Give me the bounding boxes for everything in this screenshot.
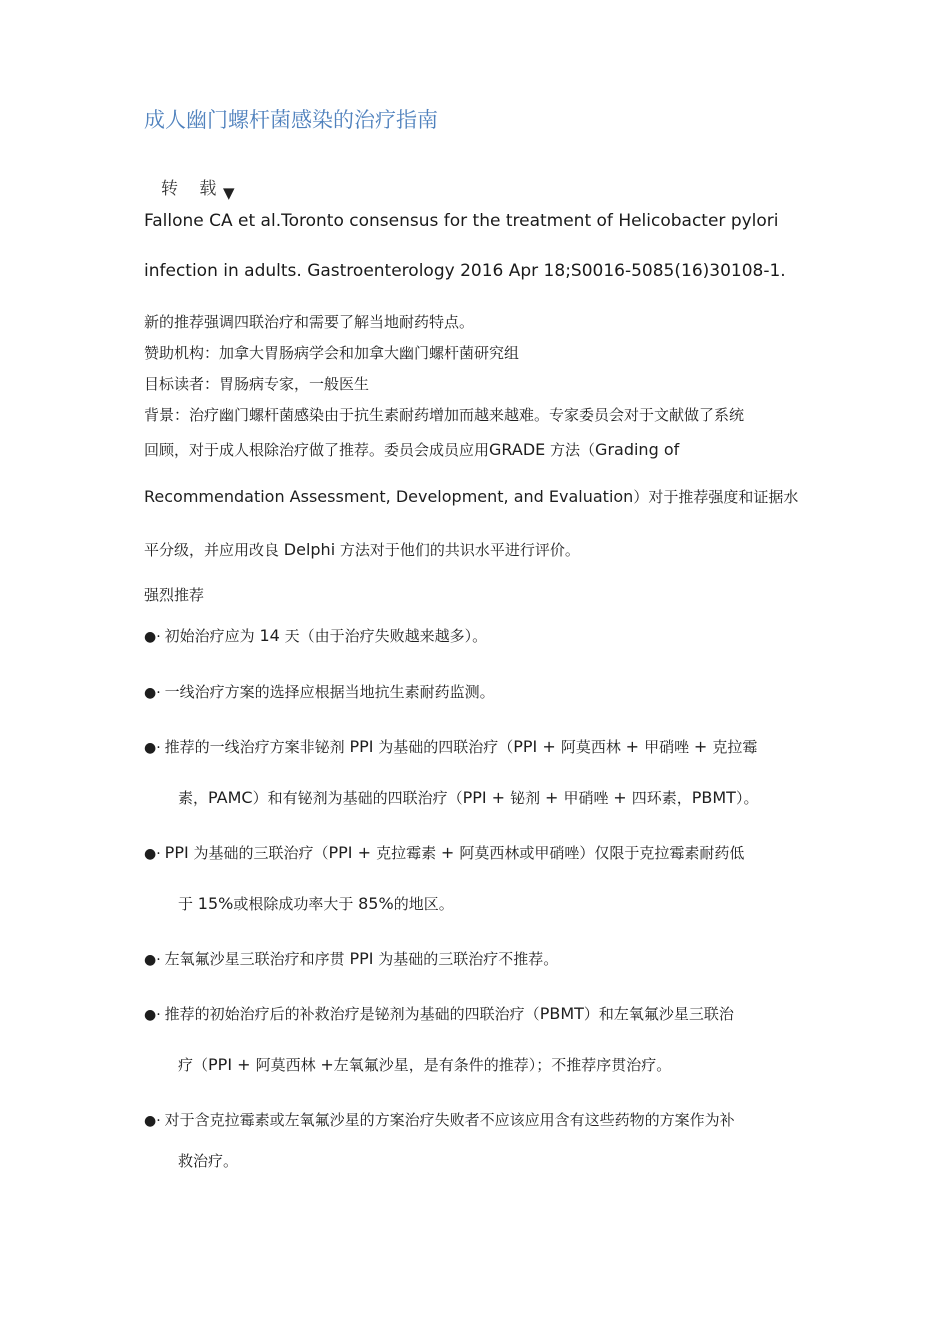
list-item	[144, 681, 495, 702]
list-item-text: +	[625, 737, 645, 756]
list-item-text: +	[693, 737, 713, 756]
list-item-text: 的地区。	[393, 895, 454, 913]
list-item-text: PPI +	[462, 788, 511, 807]
list-item-text: PBMT	[539, 1004, 584, 1023]
list-item-text: 铋剂	[510, 789, 545, 807]
list-item-text: 克拉霉素	[376, 844, 441, 862]
list-item-text: 为基础的三联治疗不推荐。	[373, 950, 559, 968]
background-line-4	[144, 539, 580, 560]
repost-label: 转 载	[161, 179, 225, 199]
list-item-text: 一线治疗方案的选择应根据当地抗生素耐药监测。	[164, 683, 495, 701]
list-item	[144, 1109, 735, 1130]
sponsor-line: 赞助机构：加拿大胃肠病学会和加拿大幽门螺杆菌研究组	[144, 344, 520, 362]
background-delphi: Delphi	[283, 540, 336, 559]
list-item-text: ）。	[735, 789, 759, 807]
list-item-text: 于	[178, 895, 198, 913]
list-item-text: 救治疗。	[178, 1152, 239, 1170]
list-item-text: 为基础的三联治疗（	[188, 844, 329, 862]
background-line-2	[144, 439, 679, 460]
list-item-text: 疗（	[178, 1056, 209, 1074]
background-recommendation: Recommendation Assessment, Development, and Evaluation	[144, 487, 634, 506]
list-item-text: 克拉霉	[712, 738, 758, 756]
bullet-icon: ●·	[144, 1113, 161, 1129]
page-title: 成人幽门螺杆菌感染的治疗指南	[144, 108, 438, 132]
list-item-text: ）和有铋剂为基础的四联治疗（	[252, 789, 463, 807]
list-item	[144, 1003, 734, 1024]
bullet-icon: ●·	[144, 952, 161, 968]
background-line-3	[144, 486, 798, 507]
list-item-text: +	[320, 1055, 334, 1074]
background-line-1: 背景：治疗幽门螺杆菌感染由于抗生素耐药增加而越来越难。专家委员会对于文献做了系统	[144, 406, 745, 424]
background-text: ）对于推荐强度和证据水	[633, 488, 799, 506]
bullet-icon: ●·	[144, 1007, 161, 1023]
list-item-continuation	[178, 893, 454, 914]
background-text: 回顾，对于成人根除治疗做了推荐。委员会成员应用	[144, 441, 490, 459]
background-text: 方法对于他们的共识水平进行评价。	[335, 541, 580, 559]
list-item-text: 为基础的四联治疗（	[373, 738, 514, 756]
list-item-text: PPI	[349, 737, 374, 756]
bullet-icon: ●·	[144, 685, 161, 701]
list-item-text: 四环素，	[631, 789, 692, 807]
list-item	[144, 736, 757, 757]
list-item-text: 85%	[358, 894, 394, 913]
list-item-text: 或根除成功率大于	[233, 895, 359, 913]
triangle-down-icon[interactable]: ▼	[223, 184, 235, 202]
background-grade: GRADE	[489, 440, 546, 459]
background-text: 方法（	[545, 441, 596, 459]
summary-line: 新的推荐强调四联治疗和需要了解当地耐药特点。	[144, 313, 475, 331]
list-item-text: PPI +	[208, 1055, 256, 1074]
list-item	[144, 625, 487, 646]
list-item-text: 推荐的初始治疗后的补救治疗是铋剂为基础的四联治疗（	[164, 1005, 540, 1023]
list-item-continuation	[178, 787, 758, 808]
list-item-text: 15%	[197, 894, 234, 913]
background-text: 平分级，并应用改良	[144, 541, 284, 559]
list-item-text: PPI	[349, 949, 374, 968]
background-grading: Grading of	[595, 440, 680, 459]
list-item-text: 左氧氟沙星，是有条件的推荐）；不推荐序贯治疗。	[333, 1056, 672, 1074]
audience-line: 目标读者：胃肠病专家，一般医生	[144, 375, 370, 393]
citation-line-2: infection in adults. Gastroenterology 2016 Apr 18;S0016-5085(16)30108-1.	[144, 261, 786, 281]
list-item-text: 阿莫西林	[255, 1056, 321, 1074]
list-item-text: 初始治疗应为	[164, 627, 260, 645]
strong-recommendation-heading: 强烈推荐	[144, 586, 205, 604]
list-item-text: 甲硝唑	[563, 789, 614, 807]
list-item-text: 推荐的一线治疗方案非铋剂	[164, 738, 350, 756]
list-item-text: 左氧氟沙星三联治疗和序贯	[164, 950, 350, 968]
list-item-text: PAMC	[208, 788, 253, 807]
list-item-text: +	[544, 788, 564, 807]
list-item-text: PPI	[164, 843, 189, 862]
list-item-text: 甲硝唑	[644, 738, 694, 756]
list-item-text: PPI +	[513, 737, 561, 756]
list-item-text: PPI +	[328, 843, 377, 862]
list-item-continuation	[178, 1150, 238, 1171]
list-item-text: 阿莫西林或甲硝唑）仅限于克拉霉素耐药低	[459, 844, 745, 862]
list-item-text: 素，	[178, 789, 209, 807]
bullet-icon: ●·	[144, 629, 161, 645]
citation-line-1: Fallone CA et al.Toronto consensus for the treatment of Helicobacter pylori	[144, 211, 779, 231]
list-item-text: 对于含克拉霉素或左氧氟沙星的方案治疗失败者不应该应用含有这些药物的方案作为补	[164, 1111, 735, 1129]
list-item-text: 阿莫西林	[560, 738, 626, 756]
list-item-continuation	[178, 1054, 671, 1075]
list-item	[144, 948, 558, 969]
list-item	[144, 842, 744, 863]
list-item-text: +	[440, 843, 460, 862]
list-item-text: 天（由于治疗失败越来越多）。	[279, 627, 488, 645]
list-item-text: +	[613, 788, 632, 807]
list-item-text: 14	[259, 626, 280, 645]
list-item-text: ）和左氧氟沙星三联治	[583, 1005, 734, 1023]
bullet-icon: ●·	[144, 846, 161, 862]
bullet-icon: ●·	[144, 740, 161, 756]
list-item-text: PBMT	[691, 788, 736, 807]
